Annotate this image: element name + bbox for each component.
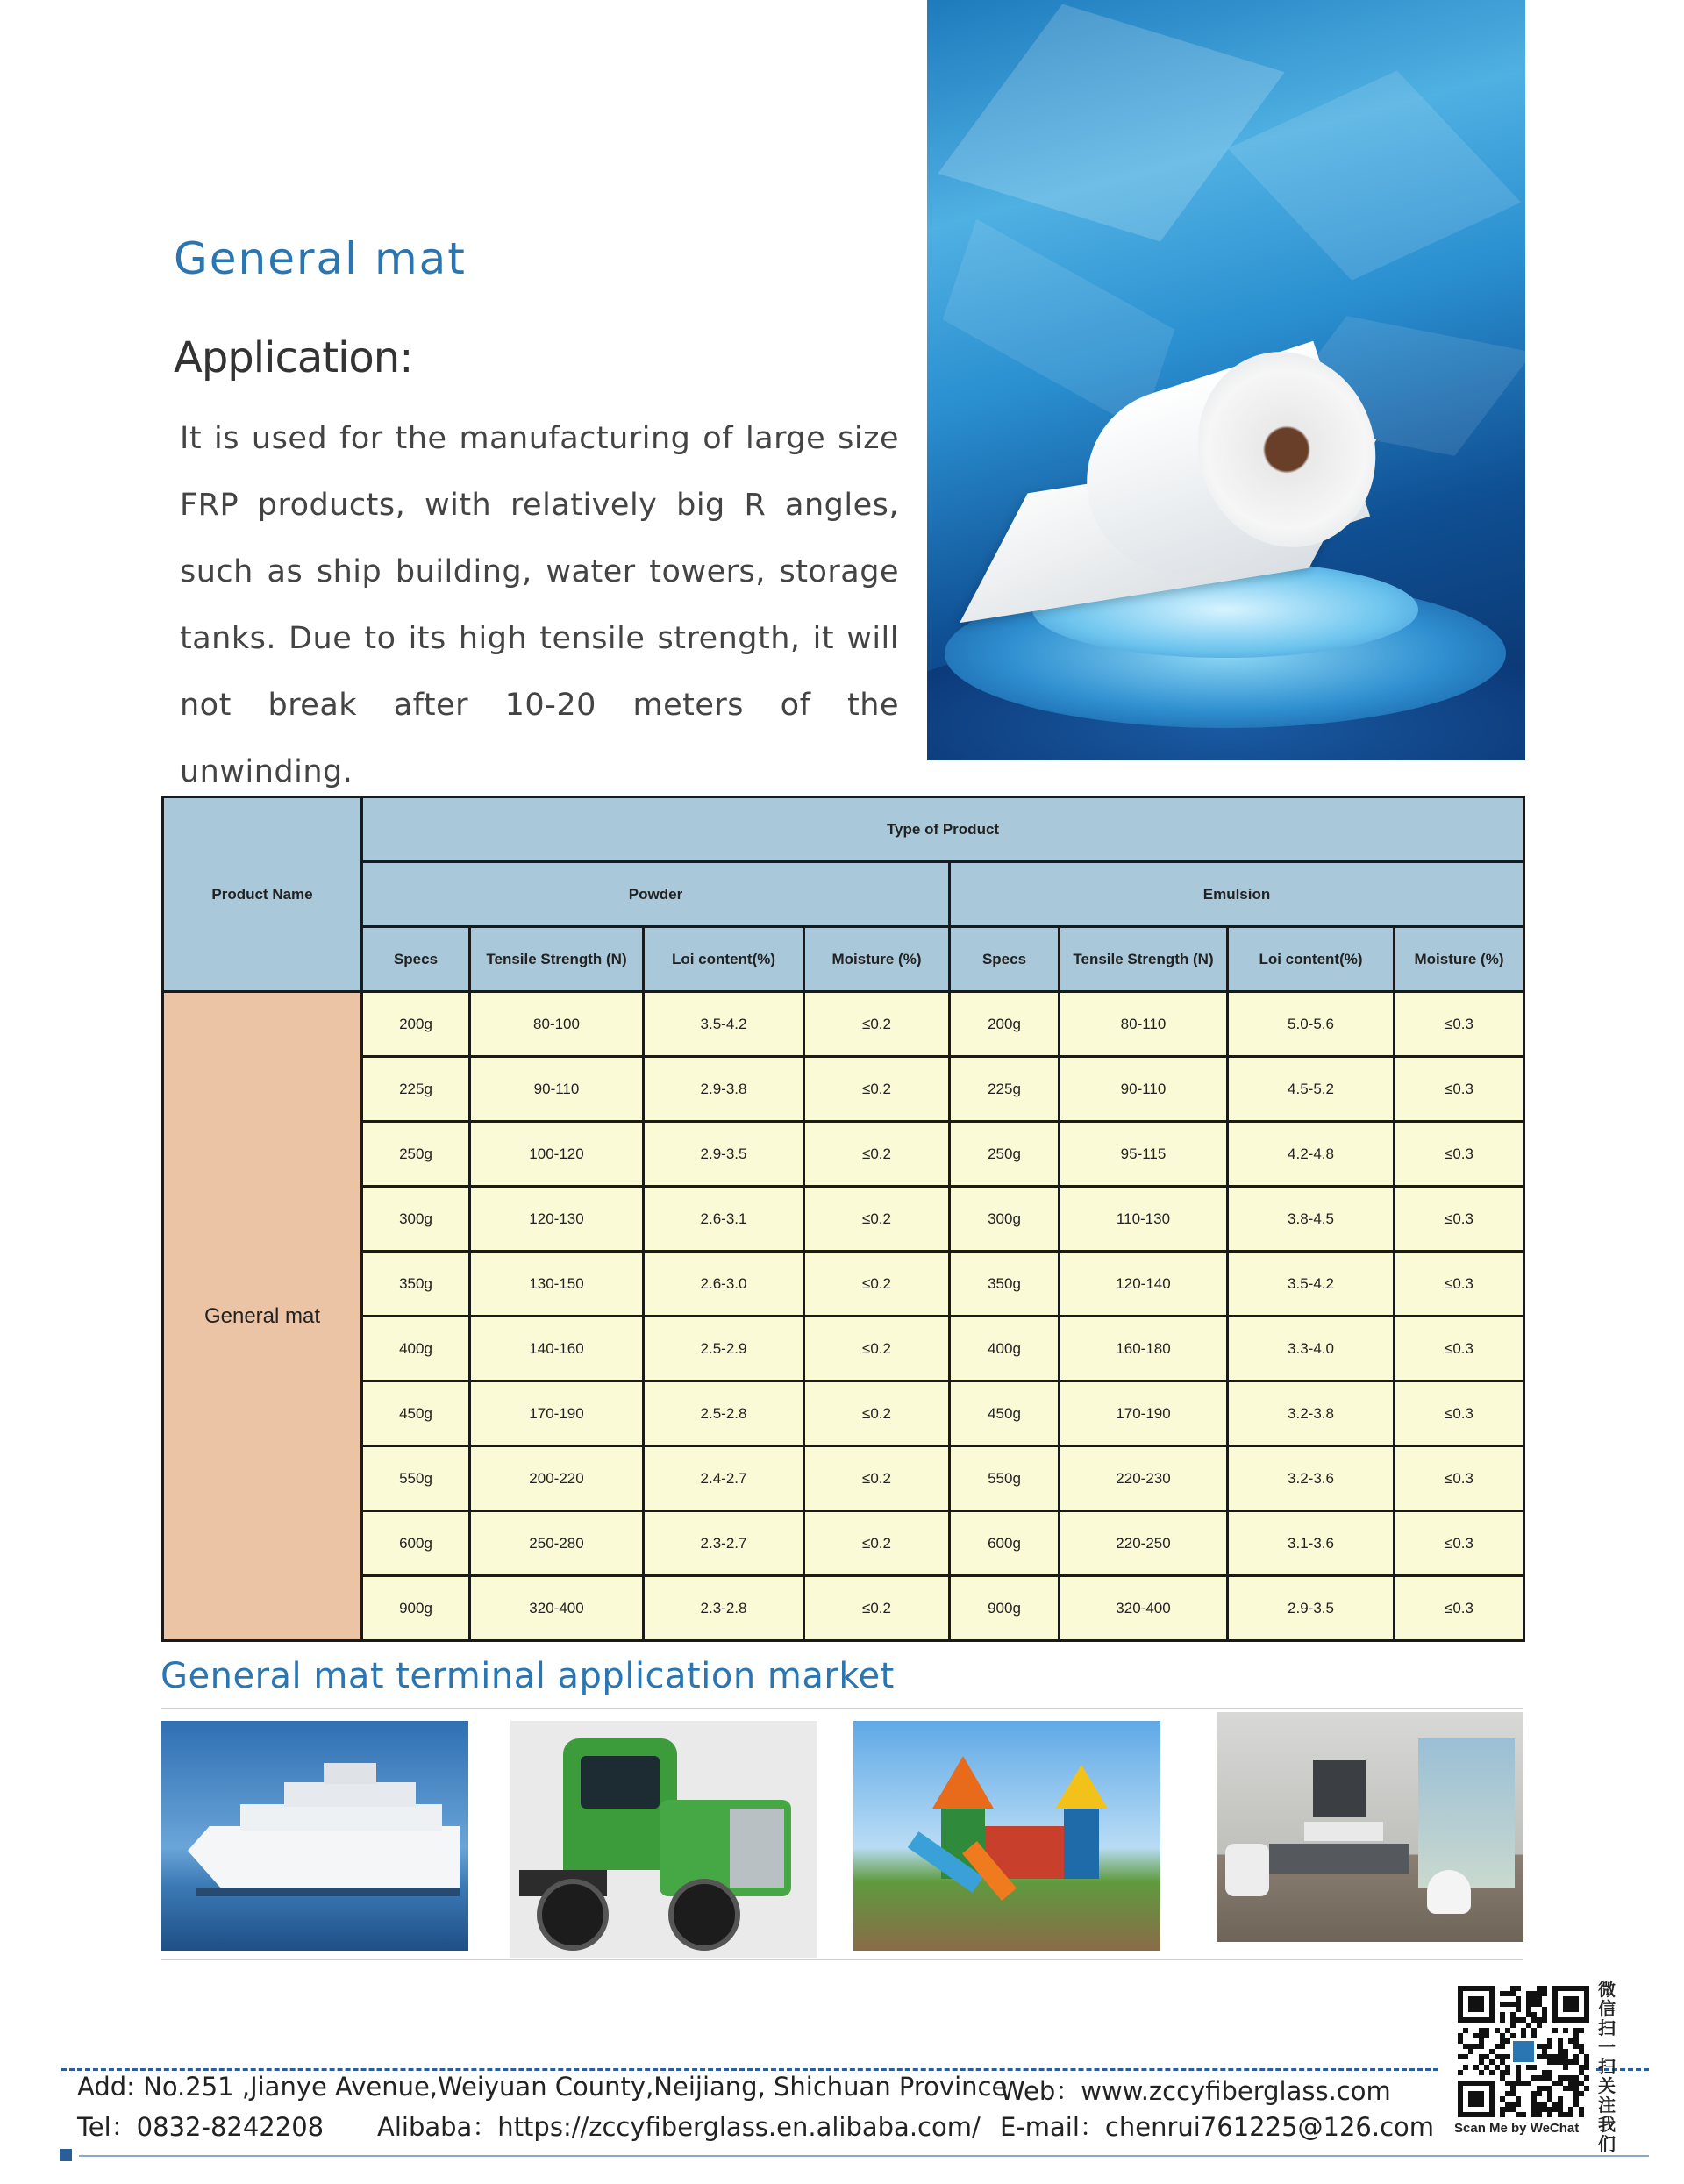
table-cell: 900g bbox=[950, 1576, 1060, 1641]
table-cell: 100-120 bbox=[470, 1122, 644, 1187]
table-cell: 2.9-3.5 bbox=[644, 1122, 804, 1187]
table-cell: 550g bbox=[362, 1446, 470, 1511]
table-cell: 120-140 bbox=[1060, 1252, 1228, 1317]
column-header: Specs bbox=[362, 927, 470, 992]
market-image-playground bbox=[853, 1721, 1160, 1951]
column-header: Tensile Strength (N) bbox=[470, 927, 644, 992]
footer-web[interactable]: Web：www.zccyfiberglass.com bbox=[1000, 2076, 1391, 2106]
table-cell: 2.9-3.8 bbox=[644, 1057, 804, 1122]
footer-address: Add: No.251 ,Jianye Avenue,Weiyuan County,Neijiang, Shichuan Province bbox=[77, 2072, 1008, 2102]
table-cell: 110-130 bbox=[1060, 1187, 1228, 1252]
table-row bbox=[163, 1252, 1524, 1317]
footer-tel: Tel：0832-8242208 bbox=[77, 2112, 325, 2142]
table-cell: ≤0.3 bbox=[1395, 1122, 1524, 1187]
product-name-header: Product Name bbox=[163, 797, 362, 992]
table-cell: 2.3-2.7 bbox=[644, 1511, 804, 1576]
table-cell: 90-110 bbox=[1060, 1057, 1228, 1122]
table-row bbox=[163, 1511, 1524, 1576]
table-cell: 2.5-2.8 bbox=[644, 1381, 804, 1446]
table-cell: ≤0.2 bbox=[804, 1381, 950, 1446]
footer-baseline bbox=[79, 2155, 1649, 2157]
table-cell: 350g bbox=[950, 1252, 1060, 1317]
market-image-truck bbox=[510, 1721, 817, 1958]
market-image-cruise-ship bbox=[161, 1721, 468, 1951]
table-cell: ≤0.2 bbox=[804, 992, 950, 1057]
table-row bbox=[163, 1057, 1524, 1122]
table-cell: 600g bbox=[362, 1511, 470, 1576]
table-cell: 80-110 bbox=[1060, 992, 1228, 1057]
table-cell: 450g bbox=[950, 1381, 1060, 1446]
table-cell: 3.3-4.0 bbox=[1228, 1317, 1395, 1381]
table-cell: 900g bbox=[362, 1576, 470, 1641]
table-cell: 2.3-2.8 bbox=[644, 1576, 804, 1641]
column-header: Loi content(%) bbox=[1228, 927, 1395, 992]
table-cell: 160-180 bbox=[1060, 1317, 1228, 1381]
table-cell: 300g bbox=[950, 1187, 1060, 1252]
table-cell: ≤0.3 bbox=[1395, 1317, 1524, 1381]
table-cell: 3.8-4.5 bbox=[1228, 1187, 1395, 1252]
table-cell: 2.6-3.1 bbox=[644, 1187, 804, 1252]
table-cell: 550g bbox=[950, 1446, 1060, 1511]
table-cell: 600g bbox=[950, 1511, 1060, 1576]
table-cell: ≤0.2 bbox=[804, 1187, 950, 1252]
table-row bbox=[163, 1317, 1524, 1381]
column-header: Moisture (%) bbox=[804, 927, 950, 992]
table-cell: 200g bbox=[362, 992, 470, 1057]
table-cell: 5.0-5.6 bbox=[1228, 992, 1395, 1057]
wechat-qr-code[interactable] bbox=[1458, 1986, 1589, 2117]
footer-alibaba[interactable]: Alibaba：https://zccyfiberglass.en.alibaba.com/ bbox=[377, 2112, 981, 2142]
table-cell: 4.5-5.2 bbox=[1228, 1057, 1395, 1122]
table-cell: ≤0.2 bbox=[804, 1317, 950, 1381]
table-cell: 2.4-2.7 bbox=[644, 1446, 804, 1511]
product-name-cell: General mat bbox=[163, 992, 362, 1641]
table-cell: ≤0.3 bbox=[1395, 1576, 1524, 1641]
table-cell: 3.5-4.2 bbox=[644, 992, 804, 1057]
footer-square-marker bbox=[60, 2149, 72, 2161]
table-row bbox=[163, 1381, 1524, 1446]
table-cell: 400g bbox=[362, 1317, 470, 1381]
table-cell: 250g bbox=[362, 1122, 470, 1187]
column-header: Specs bbox=[950, 927, 1060, 992]
table-cell: 120-130 bbox=[470, 1187, 644, 1252]
page-title: General mat bbox=[174, 233, 467, 284]
table-cell: ≤0.2 bbox=[804, 1446, 950, 1511]
table-cell: 400g bbox=[950, 1317, 1060, 1381]
table-cell: 300g bbox=[362, 1187, 470, 1252]
table-cell: 4.2-4.8 bbox=[1228, 1122, 1395, 1187]
table-cell: ≤0.3 bbox=[1395, 1057, 1524, 1122]
powder-header: Powder bbox=[362, 862, 950, 927]
table-cell: ≤0.3 bbox=[1395, 1446, 1524, 1511]
footer-email[interactable]: E-mail：chenrui761225@126.com bbox=[1000, 2112, 1435, 2142]
spec-table bbox=[161, 796, 1525, 1642]
table-cell: ≤0.3 bbox=[1395, 1252, 1524, 1317]
emulsion-header: Emulsion bbox=[950, 862, 1524, 927]
table-cell: 220-230 bbox=[1060, 1446, 1228, 1511]
table-cell: 225g bbox=[950, 1057, 1060, 1122]
table-cell: ≤0.3 bbox=[1395, 992, 1524, 1057]
table-cell: ≤0.3 bbox=[1395, 1187, 1524, 1252]
table-cell: ≤0.3 bbox=[1395, 1511, 1524, 1576]
application-text: It is used for the manufacturing of large size FRP products, with relatively big R angles, such as ship building, water towers, storage tanks. Due to its high tensile strength, it will not break after 10-20 meters of the unwinding. bbox=[180, 421, 899, 789]
table-cell: ≤0.2 bbox=[804, 1576, 950, 1641]
scan-caption: Scan Me by WeChat bbox=[1454, 2121, 1580, 2136]
table-row bbox=[163, 1187, 1524, 1252]
table-cell: 450g bbox=[362, 1381, 470, 1446]
table-cell: 170-190 bbox=[470, 1381, 644, 1446]
table-cell: 200-220 bbox=[470, 1446, 644, 1511]
footer-dashed-rule bbox=[61, 2068, 1438, 2071]
table-cell: 2.9-3.5 bbox=[1228, 1576, 1395, 1641]
hero-product-image bbox=[927, 0, 1525, 760]
table-cell: 2.6-3.0 bbox=[644, 1252, 804, 1317]
table-cell: ≤0.2 bbox=[804, 1511, 950, 1576]
table-cell: 170-190 bbox=[1060, 1381, 1228, 1446]
table-cell: ≤0.2 bbox=[804, 1057, 950, 1122]
table-cell: 225g bbox=[362, 1057, 470, 1122]
application-heading: Application: bbox=[174, 333, 413, 382]
market-title: General mat terminal application market bbox=[161, 1656, 895, 1696]
table-cell: 320-400 bbox=[470, 1576, 644, 1641]
table-cell: ≤0.2 bbox=[804, 1122, 950, 1187]
divider bbox=[161, 1708, 1523, 1709]
table-cell: 200g bbox=[950, 992, 1060, 1057]
table-cell: 3.5-4.2 bbox=[1228, 1252, 1395, 1317]
table-row bbox=[163, 992, 1524, 1057]
table-row bbox=[163, 1122, 1524, 1187]
table-cell: 3.2-3.6 bbox=[1228, 1446, 1395, 1511]
table-cell: 90-110 bbox=[470, 1057, 644, 1122]
table-row bbox=[163, 1576, 1524, 1641]
table-cell: 3.1-3.6 bbox=[1228, 1511, 1395, 1576]
table-cell: 95-115 bbox=[1060, 1122, 1228, 1187]
table-cell: 220-250 bbox=[1060, 1511, 1228, 1576]
table-cell: 3.2-3.8 bbox=[1228, 1381, 1395, 1446]
market-image-bathroom bbox=[1217, 1712, 1523, 1942]
table-cell: 2.5-2.9 bbox=[644, 1317, 804, 1381]
table-cell: ≤0.2 bbox=[804, 1252, 950, 1317]
table-cell: 350g bbox=[362, 1252, 470, 1317]
table-row bbox=[163, 1446, 1524, 1511]
wechat-cn-caption: 微信扫一扫关注我们 bbox=[1598, 1981, 1616, 2154]
table-cell: 130-150 bbox=[470, 1252, 644, 1317]
table-cell: ≤0.3 bbox=[1395, 1381, 1524, 1446]
table-cell: 250g bbox=[950, 1122, 1060, 1187]
table-cell: 250-280 bbox=[470, 1511, 644, 1576]
type-of-product-header: Type of Product bbox=[362, 797, 1524, 862]
divider bbox=[161, 1959, 1523, 1960]
column-header: Moisture (%) bbox=[1395, 927, 1524, 992]
column-header: Tensile Strength (N) bbox=[1060, 927, 1228, 992]
column-header: Loi content(%) bbox=[644, 927, 804, 992]
table-cell: 140-160 bbox=[470, 1317, 644, 1381]
table-cell: 80-100 bbox=[470, 992, 644, 1057]
table-cell: 320-400 bbox=[1060, 1576, 1228, 1641]
